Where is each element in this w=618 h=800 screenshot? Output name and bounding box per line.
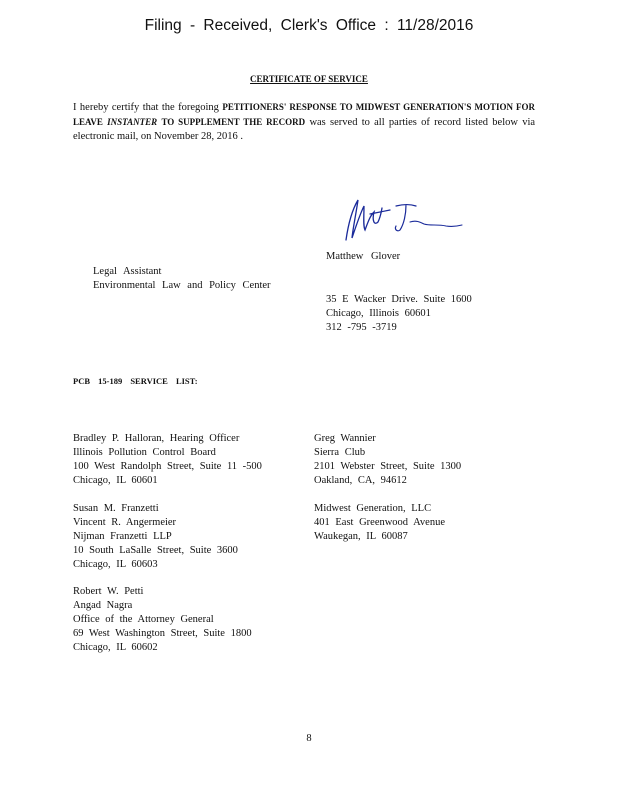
body-service-text: was served to all parties of record listed below via electronic mail, on November 28, 2016 . — [73, 117, 536, 142]
signer-name: Matthew Glover — [326, 251, 401, 262]
signer-title-block — [93, 265, 271, 293]
address-line: Chicago, IL 60602 — [73, 642, 158, 653]
signer-address-line: Chicago, Illinois 60601 — [326, 308, 431, 319]
document-title-end: TO SUPPLEMENT THE RECORD — [161, 117, 306, 127]
instanter-word: INSTANTER — [107, 117, 158, 127]
handwritten-signature — [334, 196, 464, 246]
signer-title-line: Legal Assistant — [93, 266, 162, 277]
address-line: Robert W. Petti — [73, 586, 144, 597]
body-intro: I hereby certify that the foregoing — [73, 102, 219, 113]
address-line: Vincent R. Angermeier — [73, 517, 177, 528]
service-address — [73, 585, 252, 655]
address-line: Oakland, CA, 94612 — [314, 475, 407, 486]
service-address — [73, 432, 262, 488]
address-line: Greg Wannier — [314, 433, 376, 444]
address-line: Chicago, IL 60603 — [73, 559, 158, 570]
address-line: Sierra Club — [314, 447, 366, 458]
address-line: Office of the Attorney General — [73, 614, 214, 625]
filing-header: Filing - Received, Clerk's Office : 11/28/2016 — [144, 17, 474, 34]
address-line: Susan M. Franzetti — [73, 503, 159, 514]
address-line: 2101 Webster Street, Suite 1300 — [314, 461, 462, 472]
address-line: 69 West Washington Street, Suite 1800 — [73, 628, 252, 639]
address-line: 401 East Greenwood Avenue — [314, 517, 445, 528]
address-line: Illinois Pollution Control Board — [73, 447, 216, 458]
signer-address-block — [326, 293, 472, 335]
service-address — [73, 502, 238, 572]
service-list-title: PCB 15-189 SERVICE LIST: — [73, 376, 198, 386]
page-number: 8 — [306, 733, 312, 744]
address-line: Angad Nagra — [73, 600, 133, 611]
address-line: 100 West Randolph Street, Suite 11 -500 — [73, 461, 262, 472]
service-address — [314, 432, 461, 488]
certificate-title: CERTIFICATE OF SERVICE — [250, 74, 368, 84]
certificate-body — [73, 100, 535, 144]
address-line: Midwest Generation, LLC — [314, 503, 432, 514]
address-line: Waukegan, IL 60087 — [314, 531, 408, 542]
address-line: Chicago, IL 60601 — [73, 475, 158, 486]
signer-phone: 312 -795 -3719 — [326, 322, 397, 333]
service-address — [314, 502, 445, 544]
signer-title-line: Environmental Law and Policy Center — [93, 280, 271, 291]
address-line: Nijman Franzetti LLP — [73, 531, 172, 542]
document-title: PETITIONERS' RESPONSE TO MIDWEST GENERATION'S MOTION FOR LEAVE — [73, 102, 536, 127]
address-line: 10 South LaSalle Street, Suite 3600 — [73, 545, 238, 556]
address-line: Bradley P. Halloran, Hearing Officer — [73, 433, 240, 444]
signer-address-line: 35 E Wacker Drive. Suite 1600 — [326, 294, 472, 305]
